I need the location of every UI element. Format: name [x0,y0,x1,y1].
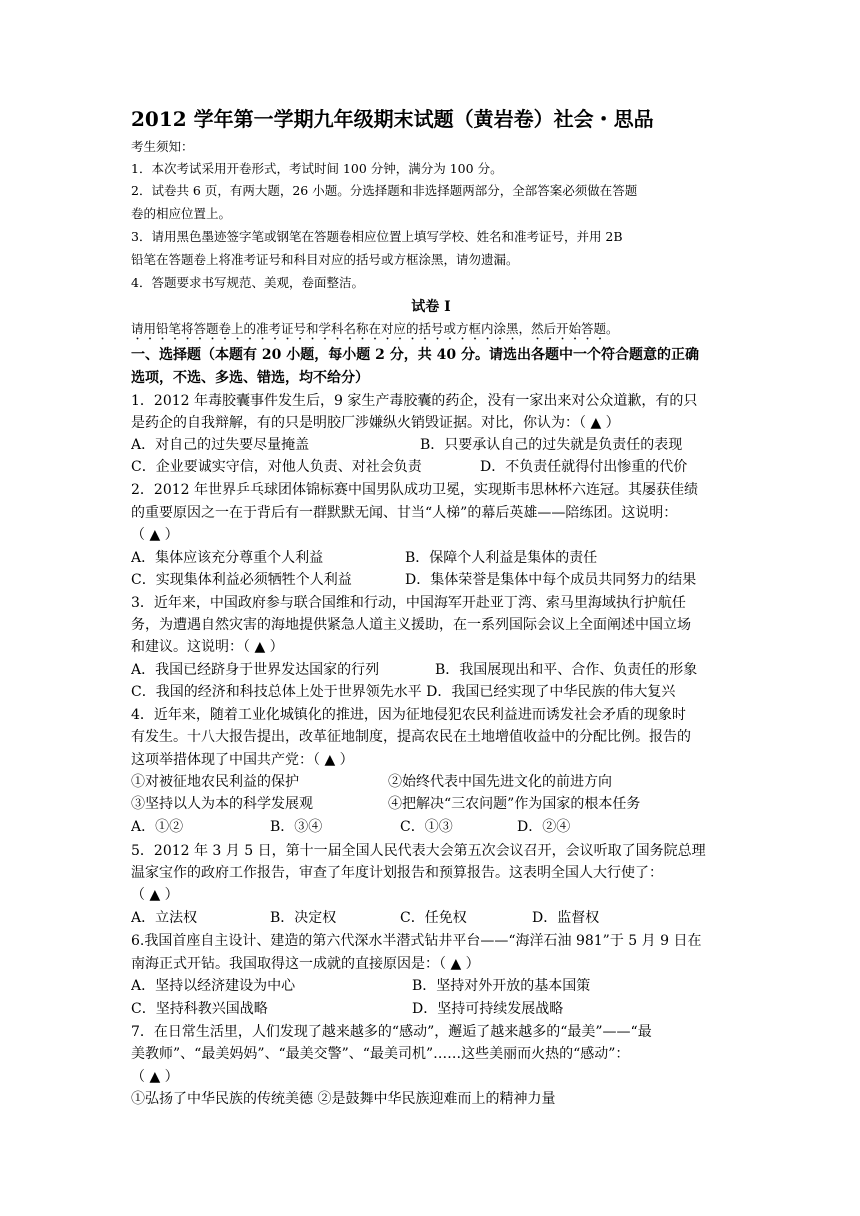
question-6-option-c: C．坚持科教兴国战略 [131,1001,268,1017]
question-3-option-b: B．我国展现出和平、合作、负责任的形象 [435,662,698,678]
section-header-cont: 选项，不选、多选、错选，均不给分） [131,370,369,386]
question-3-stem: 和建议。这说明：（ ▲ ） [131,639,284,655]
notice-item: 卷的相应位置上。 [131,206,232,221]
notice-heading: 考生须知： [131,139,194,154]
question-4-option-d: D．②④ [517,819,571,835]
question-5-option-b: B．决定权 [270,910,337,926]
question-2-option-b: B．保障个人利益是集体的责任 [405,550,598,566]
question-7-stem: 美教师”、“最美妈妈”、“最美交警”、“最美司机”……这些美丽而火热的“感动”： [131,1046,630,1062]
question-6-stem: 南海正式开钻。我国取得这一成就的直接原因是：（ ▲ ） [131,956,480,972]
question-1-option-a: A．对自己的过失要尽量掩盖 [131,437,310,453]
question-1-stem: 是药企的自我辩解，有的只是明胶厂涉嫌纵火销毁证据。对比，你认为：（ ▲ ） [131,415,620,431]
question-2-stem: 的重要原因之一在于背后有一群默默无闻、甘当“人梯”的幕后英雄——陪练团。这说明： [131,505,678,521]
question-4-option-a: A．①② [131,819,184,835]
question-4-option-b: B．③④ [270,819,323,835]
question-2-stem: 2．2012 年世界乒乓球团体锦标赛中国男队成功卫冕，实现斯韦思林杯六连冠。其屡获佳绩 [131,482,698,498]
question-4-statement-1: ①对被征地农民利益的保护 [131,774,299,790]
question-7-statements: ①弘扬了中华民族的传统美德 ②是鼓舞中华民族迎难而上的精神力量 [131,1091,556,1107]
question-5-stem: （ ▲ ） [131,887,179,903]
question-2-option-d: D．集体荣誉是集体中每个成员共同努力的结果 [405,572,697,588]
question-1-stem: 1．2012 年毒胶囊事件发生后，9 家生产毒胶囊的药企，没有一家出来对公众道歉，有的只 [131,393,698,409]
question-3-option-cd: C．我国的经济和科技总体上处于世界领先水平 D．我国已经实现了中华民族的伟大复兴 [131,684,676,700]
question-4-stem: 4．近年来，随着工业化城镇化的推进，因为征地侵犯农民利益进而诱发社会矛盾的现象时 [131,707,686,723]
notice-item: 3．请用黑色墨迹签字笔或钢笔在答题卷相应位置上填写学校、姓名和准考证号，并用 2B [131,229,623,244]
question-5-stem: 温家宝作的政府工作报告，审查了年度计划报告和预算报告。这表明全国人大行使了： [131,865,663,881]
section-instruction: 请用铅笔将答题卷上的准考证号和学科名称在对应的括号或方框内涂黑，然后开始答题。 [131,321,619,336]
question-5-option-d: D．监督权 [532,910,600,926]
question-7-stem: （ ▲ ） [131,1069,179,1085]
question-5-stem: 5．2012 年 3 月 5 日，第十一届全国人民代表大会第五次会议召开，会议听取了国务院总理 [131,843,706,859]
question-2-option-c: C．实现集体利益必须牺牲个人利益 [131,572,352,588]
question-1-option-c: C．企业要诚实守信，对他人负责、对社会负责 [131,459,422,475]
question-7-stem: 7．在日常生活里，人们发现了越来越多的“感动”，邂逅了越来越多的“最美”——“最 [131,1024,652,1040]
question-3-stem: 务，为遭遇自然灾害的海地提供紧急人道主义援助，在一系列国际会议上全面阐述中国立场 [131,617,691,633]
question-4-stem: 有发生。十八大报告提出，改革征地制度，提高农民在土地增值收益中的分配比例。报告的 [131,729,691,745]
question-2-option-a: A．集体应该充分尊重个人利益 [131,550,324,566]
exam-title: 2012 学年第一学期九年级期末试题（黄岩卷）社会・思品 [131,107,654,131]
section-name: 试卷 I [411,299,451,315]
question-6-option-a: A．坚持以经济建设为中心 [131,978,296,994]
question-4-statement-2: ②始终代表中国先进文化的前进方向 [388,774,612,790]
notice-item: 2．试卷共 6 页，有两大题，26 小题。分选择题和非选择题两部分，全部答案必须做在答题 [131,183,638,198]
question-4-stem: 这项举措体现了中国共产党：（ ▲ ） [131,752,354,768]
question-4-option-c: C．①③ [400,819,453,835]
section-header: 一、选择题（本题有 20 小题，每小题 2 分，共 40 分。请选出各题中一个符合题意的正确 [131,347,699,363]
question-6-option-d: D．坚持可持续发展战略 [412,1001,564,1017]
question-5-option-a: A．立法权 [131,910,198,926]
question-3-option-a: A．我国已经跻身于世界发达国家的行列 [131,662,380,678]
notice-item: 4．答题要求书写规范、美观，卷面整洁。 [131,275,364,290]
notice-item: 1．本次考试采用开卷形式，考试时间 100 分钟，满分为 100 分。 [131,161,503,176]
question-2-stem: （ ▲ ） [131,527,179,543]
question-3-stem: 3．近年来，中国政府参与联合国维和行动，中国海军开赴亚丁湾、索马里海域执行护航任 [131,595,686,611]
question-1-option-d: D．不负责任就得付出惨重的代价 [480,459,688,475]
question-5-option-c: C．任免权 [400,910,467,926]
question-4-statement-3: ③坚持以人为本的科学发展观 [131,796,313,812]
question-6-option-b: B．坚持对外开放的基本国策 [412,978,591,994]
notice-item: 铅笔在答题卷上将准考证号和科目对应的括号或方框涂黑，请勿遗漏。 [131,252,519,267]
question-6-stem: 6.我国首座自主设计、建造的第六代深水半潜式钻井平台——“海洋石油 981”于 5 月 9 日在 [131,933,702,949]
question-1-option-b: B．只要承认自己的过失就是负责任的表现 [420,437,683,453]
question-4-statement-4: ④把解决“三农问题”作为国家的根本任务 [388,796,641,812]
